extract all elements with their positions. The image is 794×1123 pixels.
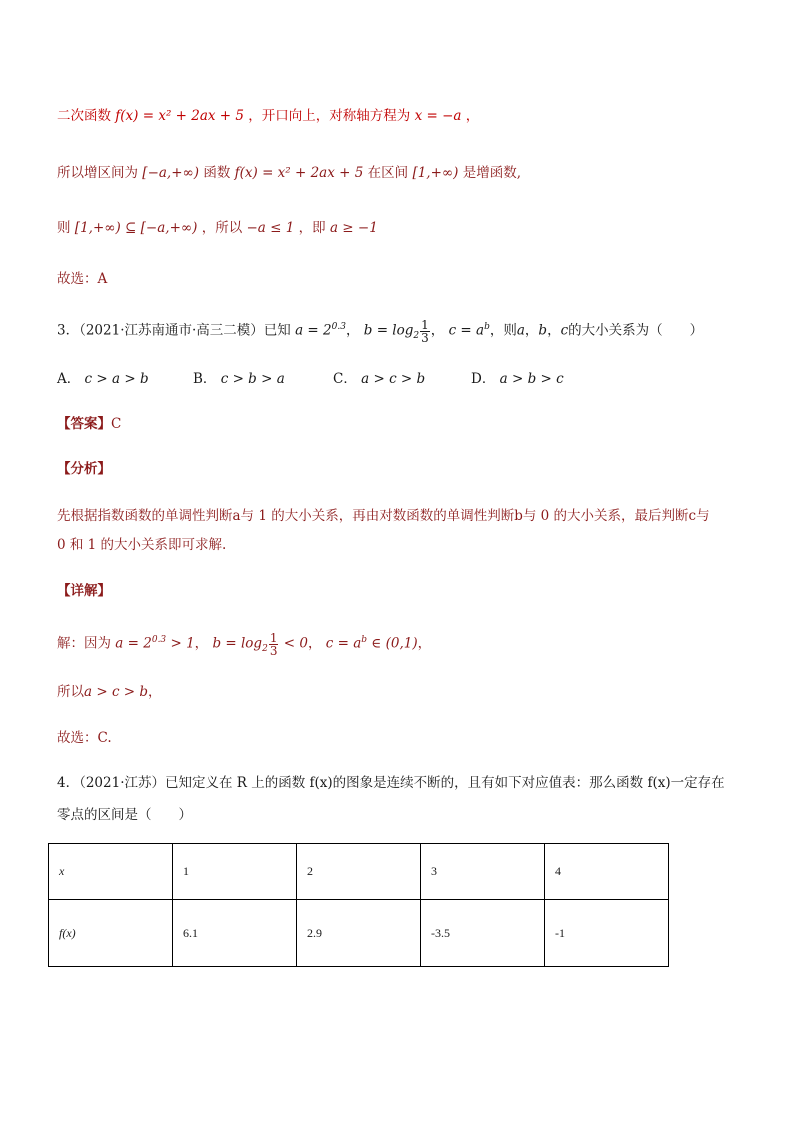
analysis-heading: 【分析】: [57, 461, 111, 477]
table-cell: -1: [545, 900, 669, 967]
question-4-line-2: 零点的区间是（ ）: [57, 807, 192, 823]
detail-final: 故选：C.: [57, 730, 112, 746]
analysis-line-2: 0 和 1 的大小关系即可求解.: [57, 537, 227, 553]
answer-section: 【答案】C: [57, 416, 122, 432]
option-d: D． a > b > c: [471, 371, 564, 387]
table-row: [49, 900, 669, 967]
solution-line-1: 二次函数 f(x) = x² + 2ax + 5 ，开口向上，对称轴方程为 x = −a ，: [57, 108, 480, 124]
question-3: 3．（2021·江苏南通市·高三二模）已知 $a = 2^{0.3}$， $b = \log_2$ $\frac{1}{3}$ ， $c = a^b$，则a，b，c的大小关系为（ ）: [57, 317, 704, 345]
fraction: $\frac{1}{3}$: [421, 317, 429, 345]
option-c: C． a > c > b: [333, 371, 426, 387]
table-cell: f(x): [49, 900, 173, 967]
value-table: [48, 843, 669, 967]
fraction: $\frac{1}{3}$: [269, 630, 278, 658]
table-cell: 6.1: [173, 900, 297, 967]
table-cell: 3: [421, 844, 545, 900]
table-cell: 2.9: [297, 900, 421, 967]
detail-line-2: 所以a > c > b，: [57, 684, 162, 700]
solution-line-2: 所以增区间为 [−a,+∞) 函数 f(x) = x² + 2ax + 5 在区间 [1,+∞) 是增函数,: [57, 165, 522, 181]
table-cell: 1: [173, 844, 297, 900]
table-cell: -3.5: [421, 900, 545, 967]
table-row: [49, 844, 669, 900]
option-a: A． c > a > b: [57, 371, 149, 387]
table-cell: x: [49, 844, 173, 900]
solution-line-3: 则 [1,+∞) ⊆ [−a,+∞) ，所以 −a ≤ 1 ，即 a ≥ −1: [57, 220, 378, 236]
table-cell: 2: [297, 844, 421, 900]
analysis-line-1: 先根据指数函数的单调性判断a与 1 的大小关系，再由对数函数的单调性判断b与 0 的大小关系，最后判断c与: [57, 508, 710, 524]
previous-answer: 故选：A: [57, 271, 108, 287]
table-cell: 4: [545, 844, 669, 900]
axis-equation: x = −a: [414, 108, 462, 124]
detail-line-1: 解：因为 $a = 2^{0.3} > 1$， $b = \log_2$ $\frac{1}{3}$ < 0， $c = a^b$ ∈ (0,1)，: [57, 630, 432, 658]
detail-heading: 【详解】: [57, 583, 111, 599]
option-b: B． c > b > a: [193, 371, 285, 387]
quadratic-expression: f(x) = x² + 2ax + 5: [115, 108, 244, 124]
question-4-line-1: 4．（2021·江苏）已知定义在 R 上的函数 f(x)的图象是连续不断的，且有如下对应值表：那么函数 f(x)一定存在: [57, 775, 725, 791]
